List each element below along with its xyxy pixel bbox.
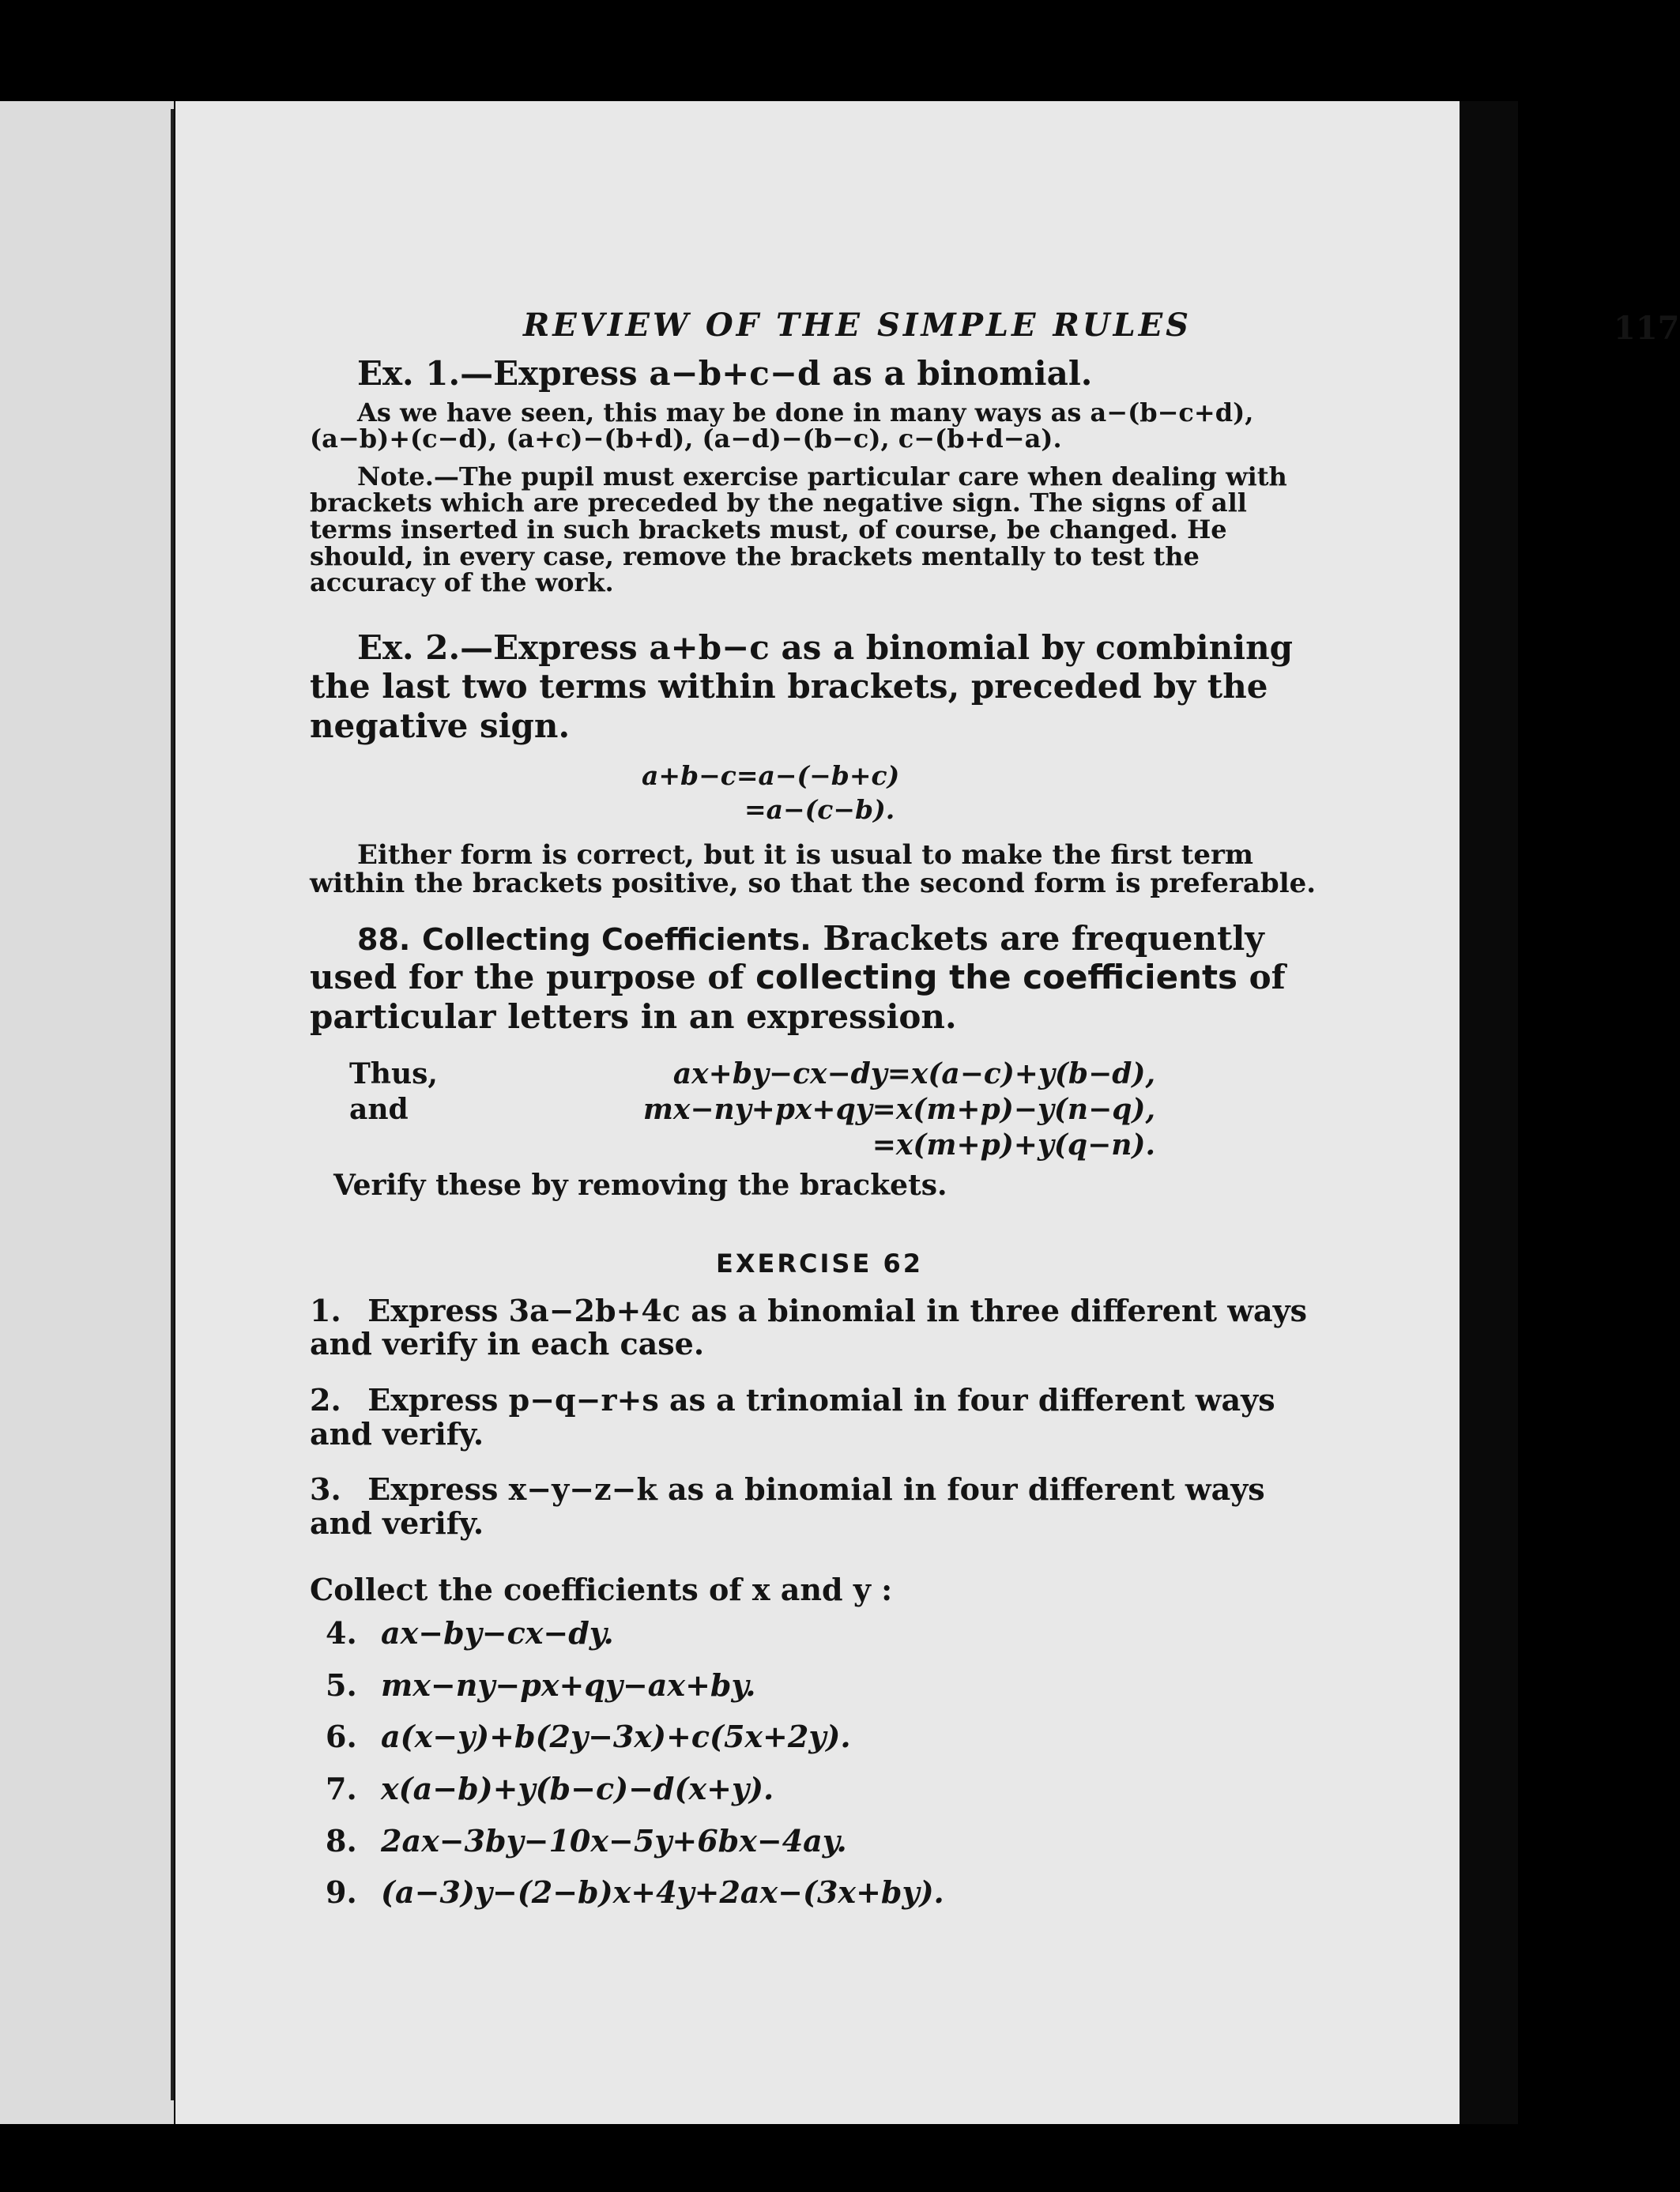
section-text-b: of particular letters in an expression. xyxy=(310,958,1286,1036)
thus-label: Thus, xyxy=(349,1057,438,1091)
list-item-expression: (a−3)y−(2−b)x+4y+2ax−(3x+by). xyxy=(381,1874,944,1911)
list-item-number: 8. xyxy=(326,1822,357,1859)
exercise-item-1 xyxy=(310,1294,1329,1362)
verify-line: Verify these by removing the brackets. xyxy=(333,1169,947,1203)
scan-bottom-border xyxy=(0,2124,1518,2192)
section-heading: Collecting Coefficients. xyxy=(421,921,812,957)
equation-line-1: a+b−c=a−(−b+c) xyxy=(642,760,900,792)
list-item xyxy=(310,1667,1329,1704)
list-item xyxy=(310,1823,1329,1859)
list-item-number: 6. xyxy=(326,1719,357,1755)
example-2-equation xyxy=(642,759,1329,827)
exercise-item-3 xyxy=(310,1473,1329,1540)
running-title: REVIEW OF THE SIMPLE RULES xyxy=(523,307,1192,344)
and-label: and xyxy=(349,1093,409,1127)
page-number: 117 xyxy=(1614,310,1680,347)
coefficient-equation-3: =x(m+p)+y(q−n). xyxy=(872,1128,1155,1162)
list-item-number: 4. xyxy=(326,1615,357,1652)
list-item xyxy=(310,1771,1329,1807)
facing-page-edge xyxy=(0,101,174,2124)
list-item-number: 7. xyxy=(326,1771,357,1806)
list-item xyxy=(310,1615,1329,1652)
exercise-item-text: Express x−y−z−k as a binomial in four different ways and verify. xyxy=(310,1471,1265,1541)
section-number: 88. xyxy=(357,921,411,957)
exercise-item-number: 2. xyxy=(310,1382,341,1418)
section-bold-phrase: collecting the coefficients xyxy=(755,958,1238,997)
book-page xyxy=(175,101,1680,2124)
exercise-title: EXERCISE 62 xyxy=(716,1248,923,1279)
exercise-item-text: Express p−q−r+s as a trinomial in four different ways and verify. xyxy=(310,1382,1275,1452)
list-item-expression: x(a−b)+y(b−c)−d(x+y). xyxy=(381,1771,774,1806)
example-2-body: Either form is correct, but it is usual to make the first term within the brackets positive, so that the second form is preferable. xyxy=(310,839,1317,899)
list-item xyxy=(310,1874,1329,1911)
scan-right-border xyxy=(1460,101,1518,2124)
list-item-number: 5. xyxy=(326,1667,357,1703)
page-content xyxy=(310,354,1329,1926)
coefficient-examples xyxy=(310,1056,1329,1163)
collect-instruction: Collect the coefficients of x and y : xyxy=(310,1572,893,1608)
coefficient-equation-1: ax+by−cx−dy=x(a−c)+y(b−d), xyxy=(672,1057,1155,1091)
exercise-item-2 xyxy=(310,1384,1329,1451)
list-item-expression: 2ax−3by−10x−5y+6bx−4ay. xyxy=(381,1822,847,1859)
list-item-expression: ax−by−cx−dy. xyxy=(381,1615,614,1652)
equation-line-2: =a−(c−b). xyxy=(744,794,895,826)
section-88-paragraph xyxy=(310,919,1329,1037)
exercise-item-number: 1. xyxy=(310,1292,341,1328)
coefficient-equation-2: mx−ny+px+qy=x(m+p)−y(n−q), xyxy=(642,1093,1155,1127)
list-item-expression: mx−ny−px+qy−ax+by. xyxy=(381,1667,756,1703)
list-item-number: 9. xyxy=(326,1874,357,1911)
note-paragraph: Note.—The pupil must exercise particular care when dealing with brackets which are preceded by the negative sign. The signs of all terms inserted in such brackets must, of course, be changed. He should, in every case, remove the brackets mentally to test the accuracy of the work. xyxy=(310,461,1287,598)
example-1-title: Ex. 1.—Express a−b+c−d as a binomial. xyxy=(357,354,1093,393)
coefficient-exercise-list xyxy=(310,1615,1329,1911)
list-item-expression: a(x−y)+b(2y−3x)+c(5x+2y). xyxy=(381,1719,851,1755)
example-2-title: Ex. 2.—Express a+b−c as a binomial by combining the last two terms within brackets, preceded by the negative sign. xyxy=(310,627,1293,745)
section-text-a: Brackets are frequently used for the purpose of xyxy=(310,918,1264,997)
exercise-item-text: Express 3a−2b+4c as a binomial in three different ways and verify in each case. xyxy=(310,1292,1308,1362)
example-1-body: As we have seen, this may be done in many ways as a−(b−c+d), (a−b)+(c−d), (a+c)−(b+d), (a−d)−(b−c), c−(b+d−a). xyxy=(310,397,1254,454)
scan-top-border xyxy=(0,0,1518,101)
list-item xyxy=(310,1719,1329,1755)
exercise-item-number: 3. xyxy=(310,1471,341,1508)
